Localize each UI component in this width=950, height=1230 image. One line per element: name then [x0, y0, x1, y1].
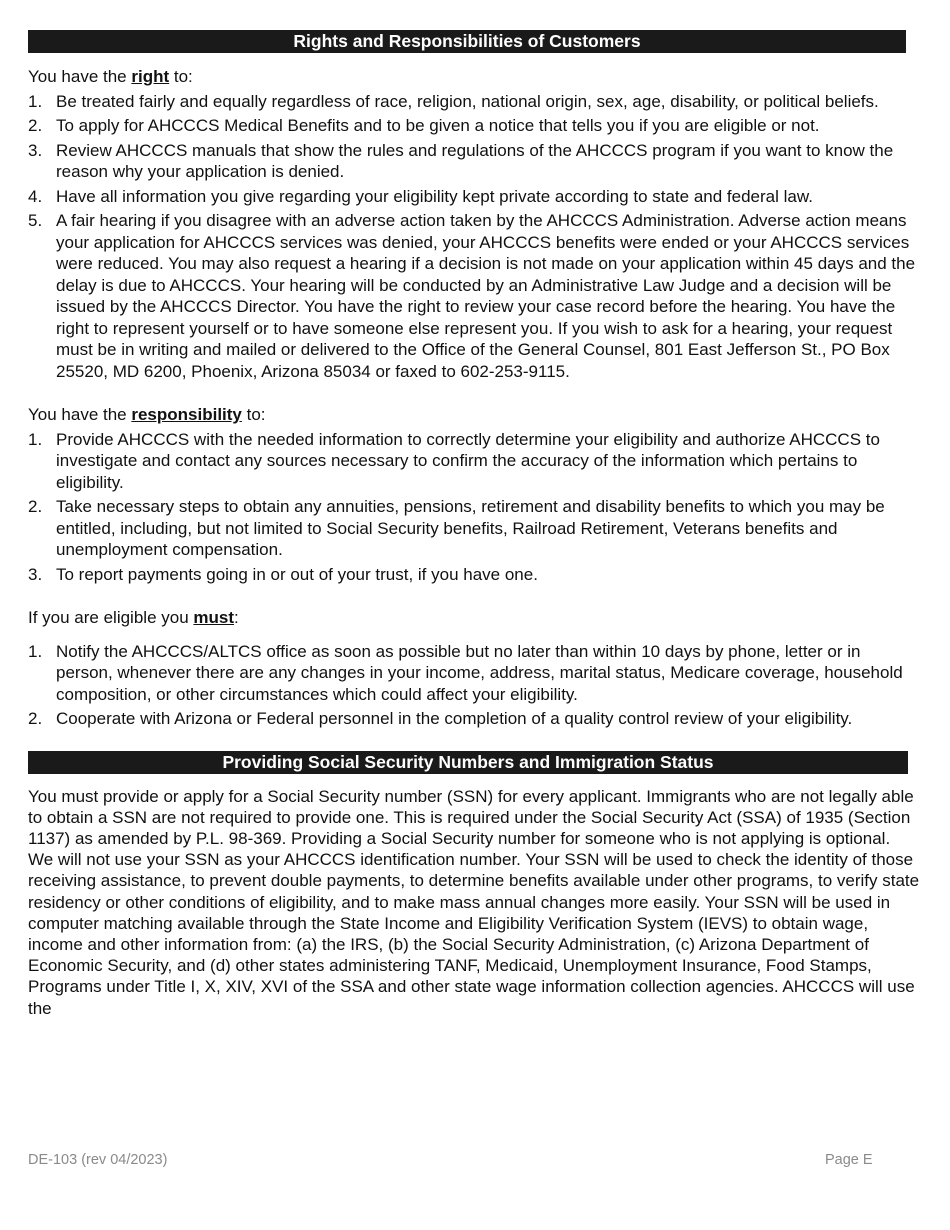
list-item: 3. Review AHCCCS manuals that show the rules and regulations of the AHCCCS program if you want to know the reason why your application is denied.: [28, 140, 894, 181]
must-list: [28, 641, 918, 730]
section-header-ssn: Providing Social Security Numbers and Immigration Status: [28, 751, 908, 774]
ssn-paragraph: You must provide or apply for a Social Security number (SSN) for every applicant. Immigrants who are not legally able to obtain a SSN are not required to provide one. This is required under the Social Security Act (SSA) of 1935 (Section 1137) as amended by P.L. 98-369. Providing a Social Security number for someone who is not applying is optional. We will not use your SSN as your AHCCCS identification number. Your SSN will be used to check the identity of those receiving assistance, to prevent double payments, to determine benefits available under other programs, to verify state residency or other conditions of eligibility, and to make mass annual changes more easily. Your SSN will be used in computer matching available through the State Income and Eligibility Verification System (IEVS) to obtain wage, income and other information from: (a) the IRS, (b) the Social Security Administration, (c) Arizona Department of Economic Security, and (d) other states administering TANF, Medicaid, Unemployment Insurance, Food Stamps, Programs under Title I, X, XIV, XVI of the SSA and other state wage information collection agencies. AHCCCS will use the: [28, 786, 920, 1018]
rights-list: [28, 91, 918, 383]
list-item: 2. Take necessary steps to obtain any annuities, pensions, retirement and disability benefits to which you may be entitled, including, but not limited to Social Security benefits, Railroad Retirement, Veterans benefits and unemployment compensation.: [28, 497, 885, 559]
list-item: 5. A fair hearing if you disagree with an adverse action taken by the AHCCCS Administration. Adverse action means your application for AHCCCS services was denied, your AHCCCS benefits were ended or your AHCCCS services were reduced. You may also request a hearing if a decision is not made on your application within 45 days and the delay is due to AHCCCS. Your hearing will be conducted by an Administrative Law Judge and a decision will be issued by the AHCCCS Director. You have the right to review your case record before the hearing. You have the right to represent yourself or to have someone else represent you. If you wish to ask for a hearing, your request must be in writing and mailed or delivered to the Office of the General Counsel, 801 East Jefferson St., PO Box 25520, MD 6200, Phoenix, Arizona 85034 or faxed to 602-253-9115.: [28, 211, 916, 381]
must-intro: If you are eligible you must:: [28, 608, 239, 627]
list-item: 3. To report payments going in or out of your trust, if you have one.: [28, 564, 538, 584]
responsibility-intro: You have the responsibility to:: [28, 405, 266, 424]
list-item: 2. To apply for AHCCCS Medical Benefits and to be given a notice that tells you if you are eligible or not.: [28, 116, 820, 135]
page-number: Page E: [825, 1152, 873, 1168]
responsibility-list: [28, 429, 918, 586]
rights-intro: You have the right to:: [28, 67, 193, 86]
list-item: 4. Have all information you give regarding your eligibility kept private according to state and federal law.: [28, 186, 813, 206]
rights-keyword: right: [131, 67, 170, 86]
list-item: 1. Notify the AHCCCS/ALTCS office as soon as possible but no later than within 10 days by phone, letter or in person, whenever there are any changes in your income, address, marital status, Medicare coverage, household composition, or other circumstances which could affect your eligibility.: [28, 641, 903, 704]
responsibility-keyword: responsibility: [131, 405, 242, 424]
form-id: DE-103 (rev 04/2023): [28, 1152, 168, 1168]
list-item: 2. Cooperate with Arizona or Federal personnel in the completion of a quality control review of your eligibility.: [28, 709, 853, 728]
list-item: 1. Be treated fairly and equally regardless of race, religion, national origin, sex, age, disability, or political beliefs.: [28, 91, 879, 111]
list-item: 1. Provide AHCCCS with the needed information to correctly determine your eligibility and authorize AHCCCS to investigate and contact any sources necessary to confirm the accuracy of the information which pertains to eligibility.: [28, 429, 880, 492]
section-header-rights: Rights and Responsibilities of Customers: [28, 30, 906, 53]
document-page: [28, 30, 918, 1019]
must-keyword: must: [193, 608, 235, 627]
